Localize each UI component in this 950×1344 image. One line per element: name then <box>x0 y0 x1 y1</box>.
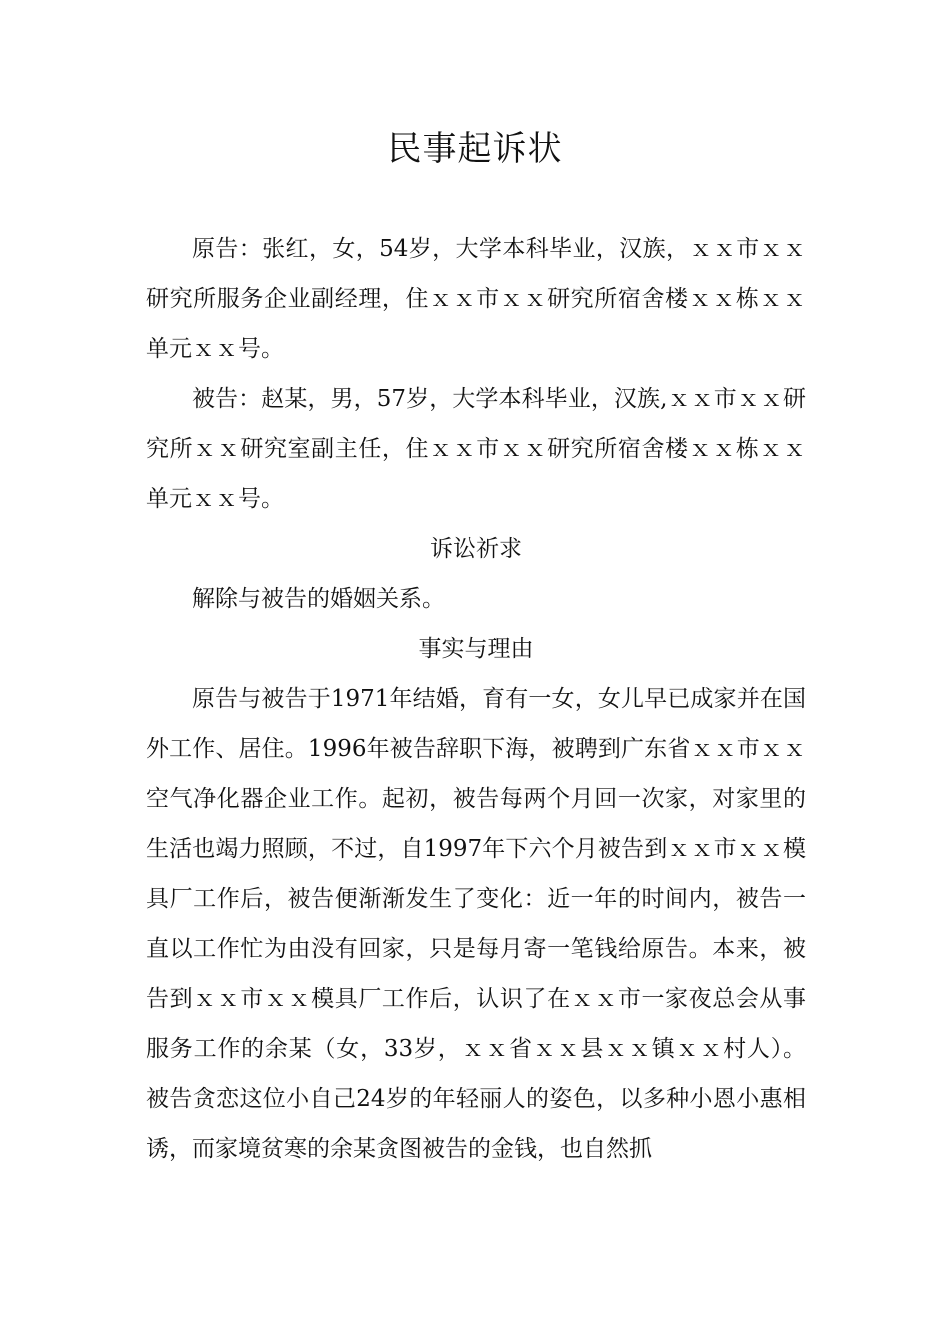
section-heading-claims: 诉讼祈求 <box>430 536 522 562</box>
facts-paragraph: 原告与被告于1971年结婚，育有一女，女儿早已成家并在国外工作、居住。1996年被告辞职下海，被聘到广东省ｘｘ市ｘｘ空气净化器企业工作。起初，被告每两个月回一次家，对家里的生活也竭力照顾，不过，自1997年下六个月被告到ｘｘ市ｘｘ模具厂工作后，被告便渐渐发生了变化：近一年的时间内，被告一直以工作忙为由没有回家，只是每月寄一笔钱给原告。本来，被告到ｘｘ市ｘｘ模具厂工作后，认识了在ｘｘ市一家夜总会从事服务工作的余某（女，33岁，ｘｘ省ｘｘ县ｘｘ镇ｘｘ村人）。被告贪恋这位小自己24岁的年轻丽人的姿色，以多种小恩小惠相诱，而家境贫寒的余某贪图被告的金钱，也自然抓 <box>146 686 806 1162</box>
plaintiff-paragraph: 原告：张红，女，54岁，大学本科毕业，汉族，ｘｘ市ｘｘ研究所服务企业副经理，住ｘｘ市ｘｘ研究所宿舍楼ｘｘ栋ｘｘ单元ｘｘ号。 <box>146 236 806 362</box>
defendant-paragraph: 被告：赵某，男，57岁，大学本科毕业，汉族,ｘｘ市ｘｘ研究所ｘｘ研究室副主任，住ｘｘ市ｘｘ研究所宿舍楼ｘｘ栋ｘｘ单元ｘｘ号。 <box>146 386 806 512</box>
document-body <box>146 224 806 1174</box>
document-title: 民事起诉状 <box>387 129 563 169</box>
section-heading-facts: 事实与理由 <box>418 636 534 662</box>
claims-paragraph: 解除与被告的婚姻关系。 <box>192 586 445 612</box>
